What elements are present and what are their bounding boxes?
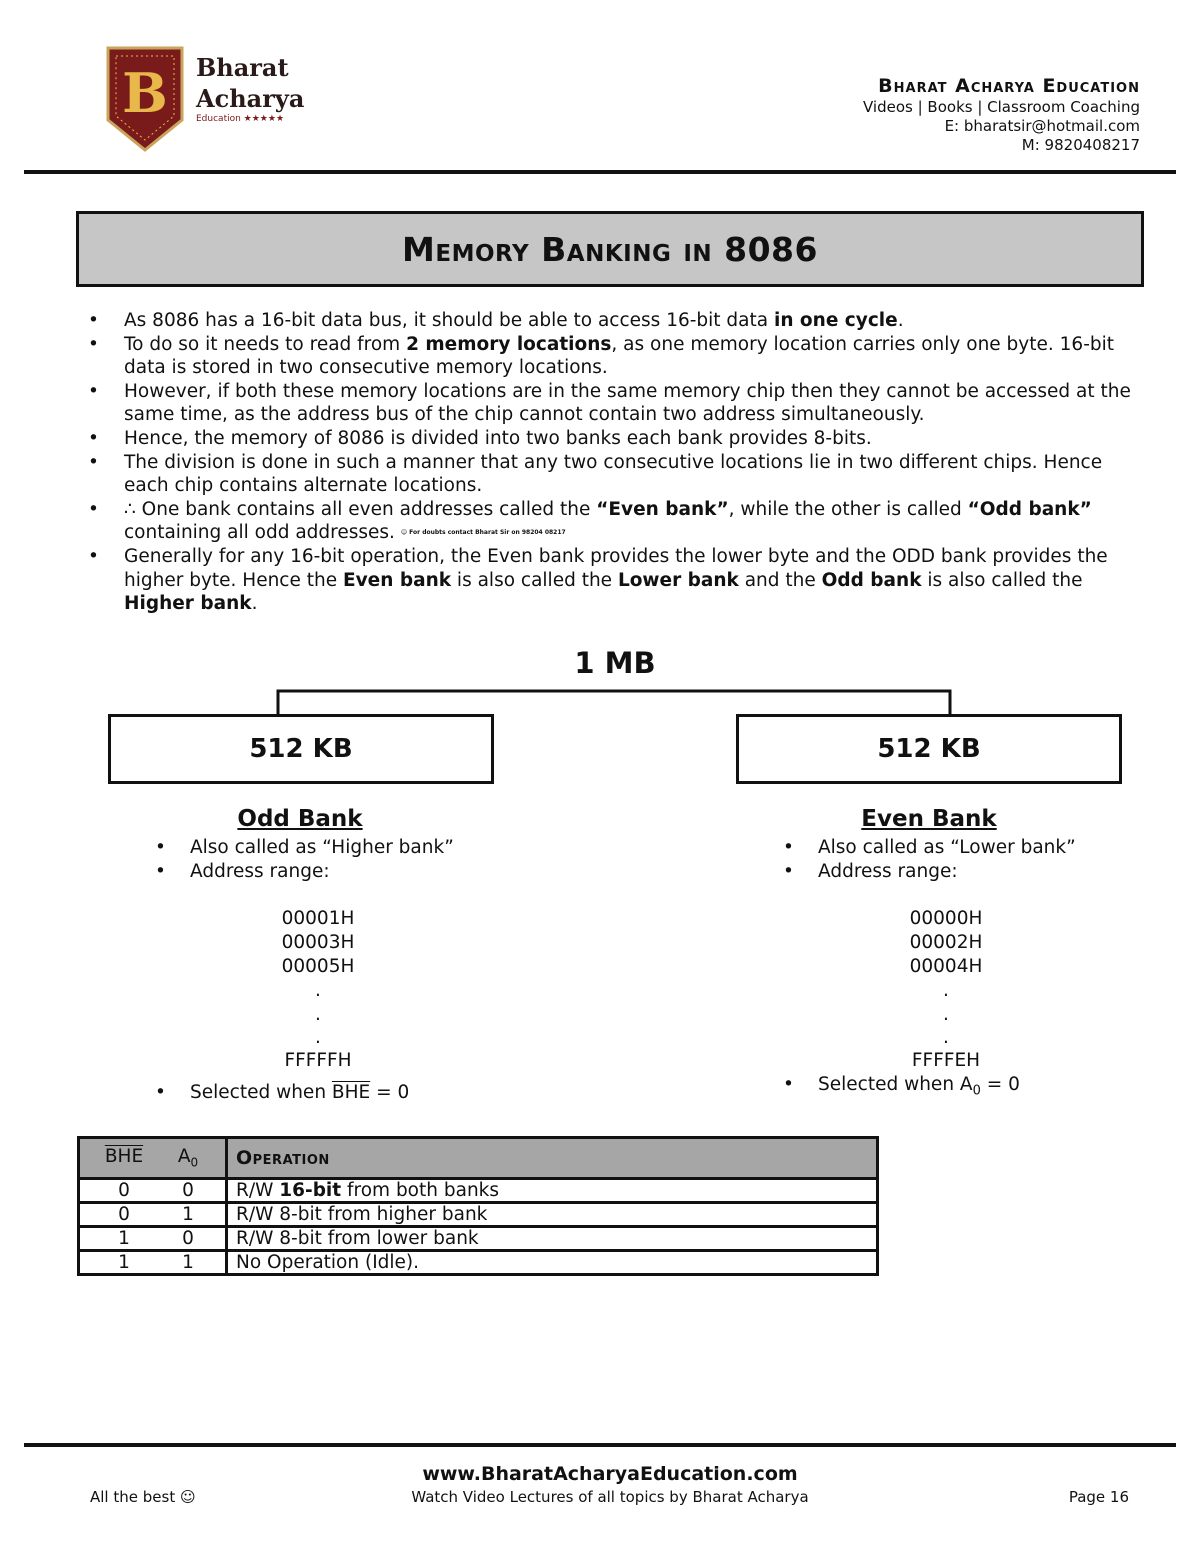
even-bank-title: Even Bank <box>861 806 997 832</box>
intro-bullets <box>86 309 1146 616</box>
table-row <box>79 1251 878 1275</box>
title-box <box>76 211 1144 287</box>
operation-table <box>77 1136 879 1276</box>
table-row <box>79 1179 878 1203</box>
table-row <box>79 1203 878 1227</box>
bhe-header: $\overline{BHE}$ <box>104 1146 144 1168</box>
even-bank-info <box>783 836 1076 883</box>
odd-bank-title: Odd Bank <box>237 806 363 832</box>
bullet-item: • The division is done in such a manner that any two consecutive locations lie in two different chips. Hence each chip contains alternate locations. <box>86 451 1146 498</box>
logo-name-line2: Acharya <box>196 84 305 113</box>
logo-tagline: Education ★★★★★ <box>196 114 285 124</box>
brand-text: Bharat Acharya Education <box>878 75 1140 97</box>
bullet-item: • Hence, the memory of 8086 is divided into two banks each bank provides 8-bits. <box>86 427 1146 451</box>
bullet-item: • However, if both these memory locations are in the same memory chip then they cannot be accessed at the same time, as the address bus of the chip cannot contain two address simultaneously. <box>86 380 1146 427</box>
doubt-note: ☺ For doubts contact Bharat Sir on 98204 08217 <box>400 529 566 537</box>
footer-website-link[interactable]: www.BharatAcharyaEducation.com <box>422 1463 798 1485</box>
odd-bank-alias: • Also called as “Higher bank” <box>155 836 454 860</box>
bullet-item: • As 8086 has a 16-bit data bus, it should be able to access 16-bit data in one cycle. <box>86 309 1146 333</box>
logo-letter: B <box>122 61 168 125</box>
logo <box>106 46 184 152</box>
page-title: Memory Banking in 8086 <box>402 229 818 269</box>
even-bank-alias: • Also called as “Lower bank” <box>783 836 1076 860</box>
address: 00002H <box>909 932 983 953</box>
even-address-list <box>886 907 1006 1073</box>
header-services: Videos | Books | Classroom Coaching <box>863 98 1140 116</box>
logo-wordmark <box>196 52 304 114</box>
operation-header: Operation <box>227 1138 878 1179</box>
address: 00000H <box>909 908 983 929</box>
address: FFFFFH <box>284 1050 352 1071</box>
even-bank-select-condition: • Selected when $A_0 = 0$ <box>783 1073 1020 1103</box>
odd-bank-info <box>155 836 454 883</box>
address: FFFFEH <box>911 1050 981 1071</box>
odd-bank-size: 512 KB <box>249 734 353 764</box>
even-bank-select <box>783 1073 1020 1103</box>
footer-rule <box>24 1443 1176 1447</box>
operation-cell: R/W 8-bit from lower bank <box>227 1227 878 1251</box>
operation-cell: R/W 8-bit from higher bank <box>227 1203 878 1227</box>
bhe-value: 1 <box>118 1228 130 1249</box>
table-header-row <box>79 1138 878 1179</box>
odd-bank-size-box <box>108 714 494 784</box>
ellipsis-dot: . <box>315 1027 321 1048</box>
table-row <box>79 1227 878 1251</box>
bullet-item: • Generally for any 16-bit operation, the Even bank provides the lower byte and the ODD bank provides the higher byte. Hence the Even bank is also called the Lower bank and the Odd bank is also called the Higher bank. <box>86 545 1146 616</box>
ellipsis-dot: . <box>943 1004 949 1025</box>
header-email: E: bharatsir@hotmail.com <box>944 117 1140 135</box>
a0-value: 0 <box>182 1228 194 1249</box>
even-bank-range-label: • Address range: <box>783 860 1076 884</box>
footer-greeting: All the best ☺ <box>90 1488 196 1506</box>
bullet-item: • ∴ One bank contains all even addresses called the “Even bank”, while the other is called “Odd bank” containing all odd addresses. ☺ For doubts contact Bharat Sir on 98204 08217 <box>86 498 1146 545</box>
bhe-value: 0 <box>118 1180 130 1201</box>
total-memory-label: 1 MB <box>574 646 656 680</box>
bhe-value: 1 <box>118 1252 130 1273</box>
header-mobile: M: 9820408217 <box>1021 136 1140 154</box>
bullet-item: • To do so it needs to read from 2 memory locations, as one memory location carries only one byte. 16-bit data is stored in two consecutive memory locations. <box>86 333 1146 380</box>
logo-name-line1: Bharat <box>196 53 289 82</box>
even-bank-size: 512 KB <box>877 734 981 764</box>
address: 00005H <box>281 956 355 977</box>
page-number: Page 16 <box>1068 1488 1129 1506</box>
header-rule <box>24 170 1176 174</box>
address: 00001H <box>281 908 355 929</box>
operation-cell: R/W 16-bit from both banks <box>227 1179 878 1203</box>
odd-address-list <box>258 907 378 1073</box>
a0-header: $A_0$ <box>177 1146 199 1170</box>
a0-value: 1 <box>182 1204 194 1225</box>
operation-cell: No Operation (Idle). <box>227 1251 878 1275</box>
bhe-signal: $\overline{BHE}$ <box>331 1082 371 1103</box>
brand-name <box>863 74 1140 98</box>
ellipsis-dot: . <box>315 980 321 1001</box>
ellipsis-dot: . <box>315 1004 321 1025</box>
a0-value: 0 <box>182 1180 194 1201</box>
odd-bank-select <box>155 1081 409 1105</box>
address: 00003H <box>281 932 355 953</box>
signal-header <box>79 1138 227 1179</box>
header-contact <box>863 74 1140 155</box>
address: 00004H <box>909 956 983 977</box>
odd-bank-select-condition: • Selected when $\overline{BHE} = 0$ <box>155 1081 409 1105</box>
even-bank-size-box <box>736 714 1122 784</box>
footer-tagline: Watch Video Lectures of all topics by Bharat Acharya <box>411 1488 809 1506</box>
ellipsis-dot: . <box>943 1027 949 1048</box>
ellipsis-dot: . <box>943 980 949 1001</box>
odd-bank-range-label: • Address range: <box>155 860 454 884</box>
a0-value: 1 <box>182 1252 194 1273</box>
bhe-value: 0 <box>118 1204 130 1225</box>
